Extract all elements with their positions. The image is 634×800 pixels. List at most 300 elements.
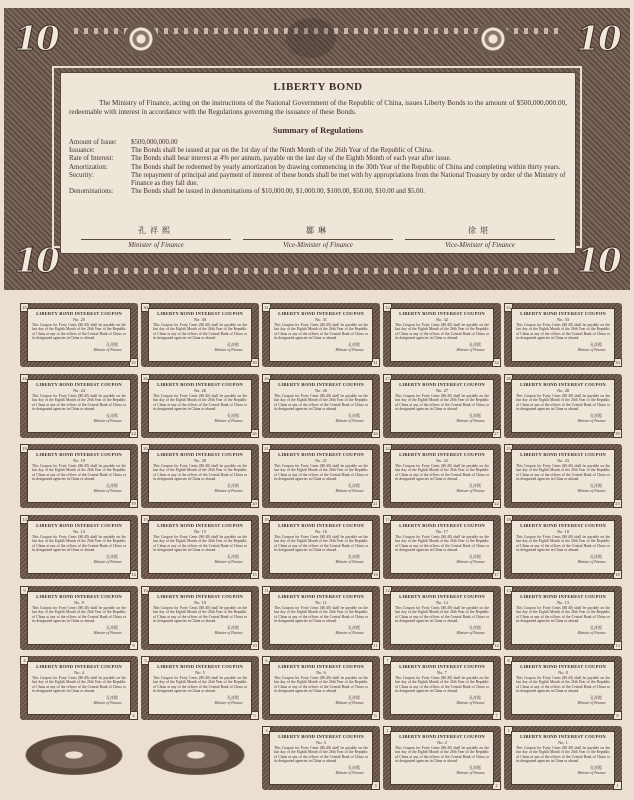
coupon-number: No. 33: [557, 317, 569, 322]
coupon-seal: 孔祥熙: [590, 482, 602, 488]
coupon-number: No. 17: [436, 529, 448, 534]
coupon-panel: [148, 308, 252, 362]
coupon-signatory: Minister of Finance: [335, 770, 364, 775]
coupon-seal: 孔祥熙: [348, 694, 360, 700]
coupon-signatory: Minister of Finance: [93, 347, 122, 352]
coupon-body: This Coupon for Forty Cents ($0.40) shall be payable on the last day of the Eighth Month of the 26th Year of the Republic of China at any of the offices of the Central Bank of China or its designated agencies in China or abroad.: [516, 535, 610, 553]
bond-certificate: [4, 8, 630, 290]
coupon-corner-number: 16: [371, 570, 380, 579]
coupon-seal: 孔祥熙: [106, 341, 118, 347]
signature-block: [405, 225, 555, 249]
coupon-body: This Coupon for Forty Cents ($0.40) shall be payable on the last day of the Eighth Month of the 26th Year of the Republic of China at any of the offices of the Central Bank of China or its designated agencies in China or abroad.: [516, 394, 610, 412]
interest-coupon: [141, 444, 259, 508]
coupon-heading: LIBERTY BOND INTEREST COUPON: [520, 594, 606, 599]
interest-coupon: [383, 726, 501, 790]
coupon-panel: [511, 520, 615, 574]
coupon-number: No. 12: [436, 600, 448, 605]
coupon-signatory: Minister of Finance: [335, 700, 364, 705]
coupon-number: No. 14: [73, 529, 85, 534]
coupon-signatory: Minister of Finance: [456, 700, 485, 705]
coupon-panel: [390, 731, 494, 785]
coupon-heading: LIBERTY BOND INTEREST COUPON: [520, 452, 606, 457]
coupon-body: This Coupon for Forty Cents ($0.40) shall be payable on the last day of the Eighth Month of the 26th Year of the Republic of China at any of the offices of the Central Bank of China or its designated agencies in China or abroad.: [153, 323, 247, 341]
coupon-number: No. 25: [73, 317, 85, 322]
coupon-body: This Coupon for Forty Cents ($0.40) shall be payable on the last day of the Eighth Month of the 26th Year of the Republic of China at any of the offices of the Central Bank of China or its designated agencies in China or abroad.: [274, 323, 368, 341]
coupon-number: No. 8: [558, 670, 568, 675]
term-row: [69, 155, 567, 163]
coupon-signatory: Minister of Finance: [214, 630, 243, 635]
denomination-corner: 10: [576, 19, 620, 59]
coupon-signatory: Minister of Finance: [335, 418, 364, 423]
coupon-panel: [269, 520, 373, 574]
coupon-heading: LIBERTY BOND INTEREST COUPON: [399, 311, 485, 316]
coupon-panel: [390, 520, 494, 574]
coupon-body: This Coupon for Forty Cents ($0.40) shall be payable on the last day of the Eighth Month of the 26th Year of the Republic of China at any of the offices of the Central Bank of China or its designated agencies in China or abroad.: [395, 606, 489, 624]
coupon-number: No. 10: [194, 600, 206, 605]
coupon-seal: 孔祥熙: [590, 412, 602, 418]
coupon-heading: LIBERTY BOND INTEREST COUPON: [399, 523, 485, 528]
term-row: [69, 164, 567, 172]
signature-role: Vice-Minister of Finance: [243, 239, 393, 249]
coupon-number: No. 18: [557, 529, 569, 534]
coupon-heading: LIBERTY BOND INTEREST COUPON: [36, 452, 122, 457]
coupon-seal: 孔祥熙: [590, 553, 602, 559]
interest-coupon: [262, 444, 380, 508]
coupon-heading: LIBERTY BOND INTEREST COUPON: [399, 664, 485, 669]
coupon-corner-number: 32: [383, 303, 392, 312]
coupon-panel: [390, 308, 494, 362]
coupon-panel: [148, 379, 252, 433]
coupon-heading: LIBERTY BOND INTEREST COUPON: [278, 664, 364, 669]
coupon-heading: LIBERTY BOND INTEREST COUPON: [157, 382, 243, 387]
coupon-corner-number: 6: [262, 656, 271, 665]
coupon-corner-number: 24: [129, 429, 138, 438]
coupon-heading: LIBERTY BOND INTEREST COUPON: [520, 382, 606, 387]
coupon-corner-number: 8: [504, 656, 513, 665]
term-label: Denominations:: [69, 188, 114, 196]
coupon-heading: LIBERTY BOND INTEREST COUPON: [520, 523, 606, 528]
coupon-heading: LIBERTY BOND INTEREST COUPON: [278, 523, 364, 528]
coupon-heading: LIBERTY BOND INTEREST COUPON: [157, 311, 243, 316]
coupon-heading: LIBERTY BOND INTEREST COUPON: [399, 382, 485, 387]
coupon-body: This Coupon for Forty Cents ($0.40) shall be payable on the last day of the Eighth Month of the 26th Year of the Republic of China at any of the offices of the Central Bank of China or its designated agencies in China or abroad.: [32, 394, 126, 412]
coupon-body: This Coupon for Forty Cents ($0.40) shall be payable on the last day of the Eighth Month of the 26th Year of the Republic of China at any of the offices of the Central Bank of China or its designated agencies in China or abroad.: [395, 676, 489, 694]
coupon-number: No. 21: [315, 458, 327, 463]
coupon-number: No. 24: [73, 388, 85, 393]
coupon-number: No. 22: [436, 458, 448, 463]
coupon-panel: [511, 379, 615, 433]
interest-coupon: [262, 586, 380, 650]
coupon-heading: LIBERTY BOND INTEREST COUPON: [399, 594, 485, 599]
interest-coupon: [262, 374, 380, 438]
coupon-body: This Coupon for Forty Cents ($0.40) shall be payable on the last day of the Eighth Month of the 26th Year of the Republic of China at any of the offices of the Central Bank of China or its designated agencies in China or abroad.: [516, 676, 610, 694]
coupon-heading: LIBERTY BOND INTEREST COUPON: [278, 382, 364, 387]
coupon-seal: 孔祥熙: [348, 553, 360, 559]
coupon-corner-number: 20: [141, 444, 150, 453]
text-panel: [60, 72, 576, 254]
term-label: Issuance:: [69, 147, 95, 155]
coupon-body: This Coupon for Forty Cents ($0.40) shall be payable on the last day of the Eighth Month of the 26th Year of the Republic of China at any of the offices of the Central Bank of China or its designated agencies in China or abroad.: [32, 676, 126, 694]
coupon-corner-number: 15: [141, 515, 150, 524]
coupon-corner-number: 31: [262, 303, 271, 312]
coupon-number: No. 32: [436, 317, 448, 322]
coupon-corner-number: 1: [613, 781, 622, 790]
coupon-heading: LIBERTY BOND INTEREST COUPON: [36, 664, 122, 669]
coupon-seal: 孔祥熙: [227, 482, 239, 488]
coupon-seal: 孔祥熙: [227, 694, 239, 700]
interest-coupon: [20, 444, 138, 508]
coupon-seal: 孔祥熙: [227, 624, 239, 630]
term-label: Security:: [69, 171, 94, 179]
coupon-heading: LIBERTY BOND INTEREST COUPON: [157, 664, 243, 669]
coupon-seal: 孔祥熙: [469, 341, 481, 347]
coupon-seal: 孔祥熙: [227, 341, 239, 347]
coupon-panel: [511, 591, 615, 645]
coupon-panel: [269, 591, 373, 645]
signature-seal: 鄒琳: [306, 226, 330, 235]
coupon-corner-number: 10: [250, 641, 259, 650]
coupon-seal: 孔祥熙: [106, 694, 118, 700]
rosette-ornament: [476, 22, 510, 56]
denomination-corner: 10: [14, 241, 58, 281]
coupon-seal: 孔祥熙: [469, 412, 481, 418]
coupon-corner-number: 4: [129, 711, 138, 720]
interest-coupon: [262, 515, 380, 579]
term-label: Rate of Interest:: [69, 155, 114, 163]
coupon-body: This Coupon for Forty Cents ($0.40) shall be payable on the last day of the Eighth Month of the 26th Year of the Republic of China at any of the offices of the Central Bank of China or its designated agencies in China or abroad.: [516, 606, 610, 624]
term-row: [69, 188, 567, 196]
coupon-number: No. 2: [437, 740, 447, 745]
coupon-heading: LIBERTY BOND INTEREST COUPON: [399, 734, 485, 739]
coupon-signatory: Minister of Finance: [214, 418, 243, 423]
coupon-seal: 孔祥熙: [590, 694, 602, 700]
coupon-number: No. 26: [315, 388, 327, 393]
coupon-number: No. 6: [316, 670, 326, 675]
coupon-heading: LIBERTY BOND INTEREST COUPON: [520, 311, 606, 316]
coupon-body: This Coupon for Forty Cents ($0.40) shall be payable on the last day of the Eighth Month of the 26th Year of the Republic of China at any of the offices of the Central Bank of China or its designated agencies in China or abroad.: [274, 676, 368, 694]
bond-title: LIBERTY BOND: [273, 81, 363, 93]
coupon-corner-number: 26: [371, 429, 380, 438]
coupon-corner-number: 7: [492, 711, 501, 720]
coupon-signatory: Minister of Finance: [214, 488, 243, 493]
coupon-corner-number: 9: [20, 586, 29, 595]
coupon-corner-number: 3: [262, 726, 271, 735]
coupon-number: No. 9: [74, 600, 84, 605]
interest-coupon: [262, 726, 380, 790]
coupon-corner-number: 2: [383, 726, 392, 735]
coupon-corner-number: 26: [262, 374, 271, 383]
coupon-panel: [390, 661, 494, 715]
coupon-signatory: Minister of Finance: [93, 559, 122, 564]
coupon-signatory: Minister of Finance: [577, 347, 606, 352]
coupon-body: This Coupon for Forty Cents ($0.40) shall be payable on the last day of the Eighth Month of the 26th Year of the Republic of China at any of the offices of the Central Bank of China or its designated agencies in China or abroad.: [274, 394, 368, 412]
coupon-heading: LIBERTY BOND INTEREST COUPON: [520, 734, 606, 739]
term-label: Amortization:: [69, 163, 108, 171]
coupon-body: This Coupon for Forty Cents ($0.40) shall be payable on the last day of the Eighth Month of the 26th Year of the Republic of China at any of the offices of the Central Bank of China or its designated agencies in China or abroad.: [516, 746, 610, 764]
interest-coupon: [20, 374, 138, 438]
interest-coupon: [383, 515, 501, 579]
coupon-seal: 孔祥熙: [348, 482, 360, 488]
interest-coupon: [20, 656, 138, 720]
term-row: [69, 147, 567, 155]
coupon-corner-number: 32: [492, 358, 501, 367]
coupon-number: No. 15: [194, 529, 206, 534]
coupon-corner-number: 10: [141, 586, 150, 595]
coupon-heading: LIBERTY BOND INTEREST COUPON: [399, 452, 485, 457]
coupon-seal: 孔祥熙: [469, 553, 481, 559]
coupon-corner-number: 20: [250, 499, 259, 508]
coupon-signatory: Minister of Finance: [577, 418, 606, 423]
signature-seal: 孔祥熙: [138, 226, 174, 235]
coupon-seal: 孔祥熙: [590, 764, 602, 770]
coupon-seal: 孔祥熙: [469, 482, 481, 488]
coupon-panel: [148, 661, 252, 715]
coupon-number: No. 5: [195, 670, 205, 675]
coupon-corner-number: 22: [492, 499, 501, 508]
signature-seal: 徐堪: [468, 226, 492, 235]
interest-coupon: [141, 586, 259, 650]
coupon-corner-number: 5: [141, 656, 150, 665]
coupon-heading: LIBERTY BOND INTEREST COUPON: [36, 523, 122, 528]
interest-coupon: [504, 515, 622, 579]
summary-title: Summary of Regulations: [272, 125, 364, 135]
coupon-panel: [511, 308, 615, 362]
coupon-signatory: Minister of Finance: [335, 630, 364, 635]
coupon-heading: LIBERTY BOND INTEREST COUPON: [157, 523, 243, 528]
coupon-panel: [390, 379, 494, 433]
coupon-signatory: Minister of Finance: [456, 630, 485, 635]
coupon-corner-number: 14: [129, 570, 138, 579]
coupon-signatory: Minister of Finance: [577, 700, 606, 705]
coupon-seal: 孔祥熙: [469, 764, 481, 770]
coupon-corner-number: 11: [371, 641, 380, 650]
coupon-seal: 孔祥熙: [106, 624, 118, 630]
coupon-panel: [511, 731, 615, 785]
denomination-corner: 10: [576, 241, 620, 281]
interest-coupon: [20, 515, 138, 579]
coupon-corner-number: 11: [262, 586, 271, 595]
coupon-corner-number: 13: [613, 641, 622, 650]
interest-coupon: [20, 586, 138, 650]
coupon-signatory: Minister of Finance: [214, 700, 243, 705]
coupon-panel: [269, 308, 373, 362]
interest-coupon: [504, 726, 622, 790]
coupon-corner-number: 19: [20, 444, 29, 453]
coupon-panel: [148, 520, 252, 574]
coupon-corner-number: 25: [129, 358, 138, 367]
coupon-panel: [511, 661, 615, 715]
coupon-number: No. 1: [558, 740, 568, 745]
coupon-panel: [390, 449, 494, 503]
coupon-corner-number: 16: [262, 515, 271, 524]
interest-coupon: [383, 303, 501, 367]
coupon-corner-number: 21: [262, 444, 271, 453]
coupon-seal: 孔祥熙: [348, 624, 360, 630]
term-row: [69, 172, 567, 188]
coupon-panel: [148, 449, 252, 503]
coupon-number: No. 11: [315, 600, 327, 605]
coupon-body: This Coupon for Forty Cents ($0.40) shall be payable on the last day of the Eighth Month of the 26th Year of the Republic of China at any of the offices of the Central Bank of China or its designated agencies in China or abroad.: [274, 746, 368, 764]
coupon-number: No. 27: [436, 388, 448, 393]
coupon-seal: 孔祥熙: [106, 412, 118, 418]
coupon-body: This Coupon for Forty Cents ($0.40) shall be payable on the last day of the Eighth Month of the 26th Year of the Republic of China at any of the offices of the Central Bank of China or its designated agencies in China or abroad.: [32, 323, 126, 341]
signature-role: Vice-Minister of Finance: [405, 239, 555, 249]
coupon-signatory: Minister of Finance: [456, 559, 485, 564]
coupon-corner-number: 4: [20, 656, 29, 665]
term-value: The Bonds shall be redeemed by yearly amortization by drawing commencing in the 30th Year of the Republic of China and completing within thirty years.: [131, 163, 561, 171]
coupon-number: No. 7: [437, 670, 447, 675]
coupon-panel: [390, 591, 494, 645]
coupon-panel: [269, 661, 373, 715]
coupon-corner-number: 26: [141, 374, 150, 383]
coupon-seal: 孔祥熙: [348, 764, 360, 770]
coupon-corner-number: 12: [383, 586, 392, 595]
coupon-panel: [269, 731, 373, 785]
coupon-panel: [27, 308, 131, 362]
coupon-corner-number: 24: [20, 374, 29, 383]
coupon-corner-number: 6: [371, 711, 380, 720]
coupon-body: This Coupon for Forty Cents ($0.40) shall be payable on the last day of the Eighth Month of the 26th Year of the Republic of China at any of the offices of the Central Bank of China or its designated agencies in China or abroad.: [153, 535, 247, 553]
rosette-ornament: [124, 22, 158, 56]
term-value: The Bonds shall be issued in denominations of $10,000.00, $1,000.00, $100.00, $50.00, $10.00 and $5.00.: [131, 188, 425, 196]
interest-coupon: [262, 303, 380, 367]
coupon-corner-number: 13: [504, 586, 513, 595]
coupon-number: No. 23: [557, 458, 569, 463]
coupon-number: No. 3: [316, 740, 326, 745]
coupon-number: No. 13: [557, 600, 569, 605]
coupon-body: This Coupon for Forty Cents ($0.40) shall be payable on the last day of the Eighth Month of the 26th Year of the Republic of China at any of the offices of the Central Bank of China or its designated agencies in China or abroad.: [274, 464, 368, 482]
coupon-corner-number: 14: [20, 515, 29, 524]
coupon-corner-number: 31: [371, 358, 380, 367]
interest-coupon: [504, 444, 622, 508]
interest-coupon: [504, 586, 622, 650]
coupon-body: This Coupon for Forty Cents ($0.40) shall be payable on the last day of the Eighth Month of the 26th Year of the Republic of China at any of the offices of the Central Bank of China or its designated agencies in China or abroad.: [153, 606, 247, 624]
coupon-heading: LIBERTY BOND INTEREST COUPON: [278, 452, 364, 457]
coupon-panel: [269, 449, 373, 503]
coupon-corner-number: 23: [504, 444, 513, 453]
interest-coupon: [504, 374, 622, 438]
coupon-corner-number: 19: [129, 499, 138, 508]
coupon-seal: 孔祥熙: [348, 412, 360, 418]
coupon-panel: [27, 661, 131, 715]
coupon-signatory: Minister of Finance: [577, 630, 606, 635]
signature-block: [243, 225, 393, 249]
coupon-seal: 孔祥熙: [590, 341, 602, 347]
coupon-body: This Coupon for Forty Cents ($0.40) shall be payable on the last day of the Eighth Month of the 26th Year of the Republic of China at any of the offices of the Central Bank of China or its designated agencies in China or abroad.: [395, 323, 489, 341]
ornament-flourish: [18, 732, 130, 778]
coupon-signatory: Minister of Finance: [335, 488, 364, 493]
coupon-corner-number: 2: [492, 781, 501, 790]
interest-coupon: [141, 374, 259, 438]
coupon-corner-number: 33: [504, 303, 513, 312]
coupon-seal: 孔祥熙: [106, 553, 118, 559]
coupon-heading: LIBERTY BOND INTEREST COUPON: [36, 594, 122, 599]
coupon-signatory: Minister of Finance: [577, 488, 606, 493]
coupon-corner-number: 27: [492, 429, 501, 438]
coupon-seal: 孔祥熙: [227, 412, 239, 418]
coupon-body: This Coupon for Forty Cents ($0.40) shall be payable on the last day of the Eighth Month of the 26th Year of the Republic of China at any of the offices of the Central Bank of China or its designated agencies in China or abroad.: [153, 464, 247, 482]
coupon-panel: [27, 591, 131, 645]
coupon-corner-number: 8: [613, 711, 622, 720]
coupon-panel: [148, 591, 252, 645]
coupon-number: No. 30: [194, 317, 206, 322]
coupon-heading: LIBERTY BOND INTEREST COUPON: [278, 734, 364, 739]
coupon-panel: [27, 449, 131, 503]
interest-coupon: [383, 656, 501, 720]
coupon-corner-number: 9: [129, 641, 138, 650]
ink-stamp: [286, 18, 336, 58]
coupon-seal: 孔祥熙: [469, 624, 481, 630]
coupon-corner-number: 21: [371, 499, 380, 508]
interest-coupon: [141, 303, 259, 367]
signature-role: Minister of Finance: [81, 239, 231, 249]
bottom-ornament-band: [74, 268, 560, 274]
interest-coupon: [383, 586, 501, 650]
coupon-signatory: Minister of Finance: [456, 770, 485, 775]
coupon-corner-number: 18: [613, 570, 622, 579]
coupon-panel: [27, 520, 131, 574]
coupon-signatory: Minister of Finance: [93, 418, 122, 423]
regulation-terms: [69, 139, 567, 196]
coupon-panel: [511, 449, 615, 503]
coupon-seal: 孔祥熙: [348, 341, 360, 347]
interest-coupon: [141, 515, 259, 579]
term-value: The Bonds shall bear interest at 4% per annum, payable on the last day of the Eighth Month of each year after issue.: [131, 155, 452, 163]
coupon-signatory: Minister of Finance: [335, 347, 364, 352]
coupon-corner-number: 26: [250, 429, 259, 438]
coupon-number: No. 4: [74, 670, 84, 675]
coupon-corner-number: 5: [250, 711, 259, 720]
coupon-signatory: Minister of Finance: [577, 559, 606, 564]
coupon-signatory: Minister of Finance: [214, 347, 243, 352]
interest-coupon: [504, 656, 622, 720]
coupon-heading: LIBERTY BOND INTEREST COUPON: [36, 311, 122, 316]
term-value: The Bonds shall be issued at par on the 1st day of the Ninth Month of the 26th Year of the Republic of China.: [131, 147, 433, 155]
coupon-body: This Coupon for Forty Cents ($0.40) shall be payable on the last day of the Eighth Month of the 26th Year of the Republic of China at any of the offices of the Central Bank of China or its designated agencies in China or abroad.: [516, 323, 610, 341]
coupon-number: No. 16: [315, 529, 327, 534]
bond-intro: The Ministry of Finance, acting on the instructions of the National Government of the Republic of China, issues Liberty Bonds to the amount of $500,000,000.00, redeemable with interest in accordance with the Regulations governing the issuance of these Bonds.: [69, 99, 567, 116]
term-row: [69, 139, 567, 147]
coupon-signatory: Minister of Finance: [577, 770, 606, 775]
coupon-corner-number: 25: [20, 303, 29, 312]
coupon-body: This Coupon for Forty Cents ($0.40) shall be payable on the last day of the Eighth Month of the 26th Year of the Republic of China at any of the offices of the Central Bank of China or its designated agencies in China or abroad.: [274, 535, 368, 553]
coupon-heading: LIBERTY BOND INTEREST COUPON: [36, 382, 122, 387]
coupon-corner-number: 3: [371, 781, 380, 790]
coupon-corner-number: 28: [504, 374, 513, 383]
coupon-corner-number: 1: [504, 726, 513, 735]
coupon-body: This Coupon for Forty Cents ($0.40) shall be payable on the last day of the Eighth Month of the 26th Year of the Republic of China at any of the offices of the Central Bank of China or its designated agencies in China or abroad.: [516, 464, 610, 482]
coupon-corner-number: 30: [141, 303, 150, 312]
coupon-number: No. 31: [315, 317, 327, 322]
interest-coupon: [383, 444, 501, 508]
coupon-body: This Coupon for Forty Cents ($0.40) shall be payable on the last day of the Eighth Month of the 26th Year of the Republic of China at any of the offices of the Central Bank of China or its designated agencies in China or abroad.: [395, 464, 489, 482]
term-value: The repayment of principal and payment of interest of these bonds shall be met with by appropriations from the National Treasury by order of the Ministry of Finance as they fall due.: [131, 171, 566, 188]
coupon-corner-number: 12: [492, 641, 501, 650]
interest-coupon: [383, 374, 501, 438]
coupon-corner-number: 18: [504, 515, 513, 524]
coupon-signatory: Minister of Finance: [214, 559, 243, 564]
coupon-heading: LIBERTY BOND INTEREST COUPON: [278, 594, 364, 599]
coupon-corner-number: 15: [250, 570, 259, 579]
coupon-signatory: Minister of Finance: [456, 418, 485, 423]
coupon-seal: 孔祥熙: [106, 482, 118, 488]
coupon-heading: LIBERTY BOND INTEREST COUPON: [278, 311, 364, 316]
coupon-signatory: Minister of Finance: [93, 488, 122, 493]
coupon-signatory: Minister of Finance: [456, 347, 485, 352]
coupon-body: This Coupon for Forty Cents ($0.40) shall be payable on the last day of the Eighth Month of the 26th Year of the Republic of China at any of the offices of the Central Bank of China or its designated agencies in China or abroad.: [32, 464, 126, 482]
term-value: $500,000,000.00: [131, 139, 178, 146]
coupon-corner-number: 30: [250, 358, 259, 367]
